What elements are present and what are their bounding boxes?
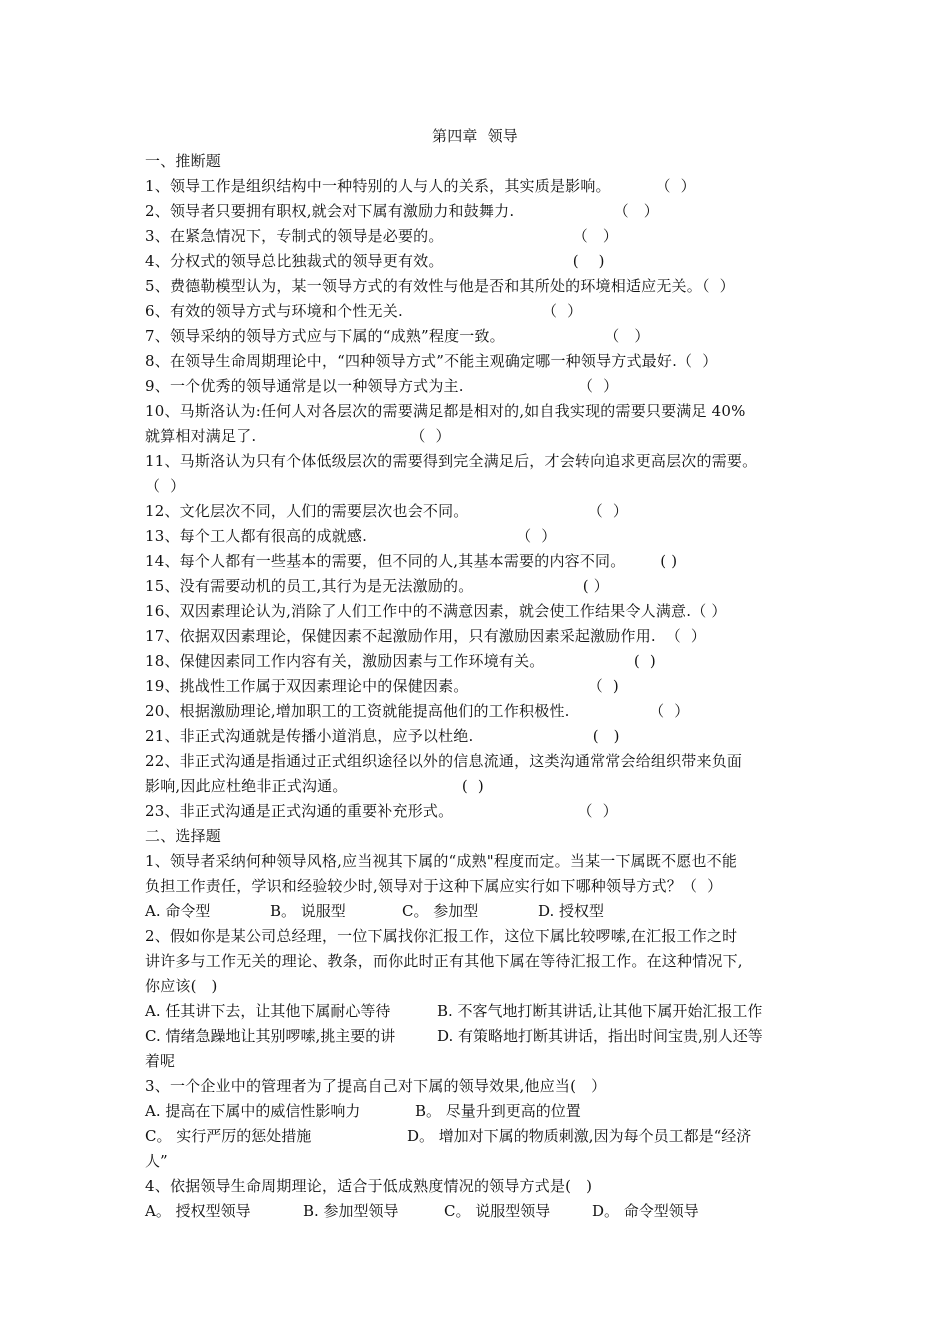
question-15: 15、没有需要动机的员工,其行为是无法激励的。 ( ） bbox=[145, 577, 609, 595]
choice-3-option-b: B。 尽量升到更高的位置 bbox=[415, 1102, 581, 1120]
choice-1-line-1: 1、领导者采纳何种领导风格,应当视其下属的“成熟"程度而定。当某一下属既不愿也不能 bbox=[145, 852, 738, 870]
question-22-line-1: 22、非正式沟通是指通过正式组织途径以外的信息流通，这类沟通常常会给组织带来负面 bbox=[145, 752, 743, 770]
question-18: 18、保健因素同工作内容有关，激励因素与工作环境有关。 ( ) bbox=[145, 652, 656, 670]
choice-4-option-d: D。 命令型领导 bbox=[592, 1202, 699, 1220]
choice-2-line-2: 讲许多与工作无关的理论、教条，而你此时正有其他下属在等待汇报工作。在这种情况下, bbox=[145, 952, 743, 970]
choice-1-option-d: D. 授权型 bbox=[538, 902, 605, 920]
choice-4-option-a: A。 授权型领导 bbox=[145, 1202, 251, 1220]
page-title: 第四章 领导 bbox=[432, 127, 518, 145]
choice-1-option-c: C。 参加型 bbox=[402, 902, 479, 920]
question-21: 21、非正式沟通就是传播小道消息，应予以杜绝. ( ) bbox=[145, 727, 620, 745]
choice-4-option-c: C。 说服型领导 bbox=[444, 1202, 551, 1220]
question-14: 14、每个人都有一些基本的需要，但不同的人,其基本需要的内容不同。 ( ) bbox=[145, 552, 678, 570]
question-10-line-1: 10、马斯洛认为:任何人对各层次的需要满足都是相对的,如自我实现的需要只要满足 40% bbox=[145, 402, 746, 420]
choice-3-line-1: 3、一个企业中的管理者为了提高自己对下属的领导效果,他应当( ） bbox=[145, 1077, 607, 1095]
question-3: 3、在紧急情况下，专制式的领导是必要的。 （ ） bbox=[145, 227, 619, 245]
choice-2-line-1: 2、假如你是某公司总经理，一位下属找你汇报工作，这位下属比较啰嗦,在汇报工作之时 bbox=[145, 927, 738, 945]
choice-4-option-b: B. 参加型领导 bbox=[303, 1202, 399, 1220]
question-22-line-2: 影响,因此应杜绝非正式沟通。 ( ) bbox=[145, 777, 484, 795]
question-1: 1、领导工作是组织结构中一种特别的人与人的关系，其实质是影响。 （ ） bbox=[145, 177, 696, 195]
question-9: 9、一个优秀的领导通常是以一种领导方式为主. （ ） bbox=[145, 377, 619, 395]
choice-2-line-3: 你应该( ) bbox=[145, 977, 218, 995]
question-12: 12、文化层次不同，人们的需要层次也会不同。 （ ） bbox=[145, 502, 629, 520]
question-20: 20、根据激励理论,增加职工的工资就能提高他们的工作积极性. （ ） bbox=[145, 702, 690, 720]
question-16: 16、双因素理论认为,消除了人们工作中的不满意因素，就会使工作结果令人满意.（ ） bbox=[145, 602, 727, 620]
question-2: 2、领导者只要拥有职权,就会对下属有激励力和鼓舞力. （ ） bbox=[145, 202, 659, 220]
choice-2-option-b: B. 不客气地打断其讲话,让其他下属开始汇报工作 bbox=[437, 1002, 763, 1020]
choice-1-option-a: A. 命令型 bbox=[145, 902, 211, 920]
choice-2-option-d: D. 有策略地打断其讲话，指出时间宝贵,别人还等 bbox=[437, 1027, 763, 1045]
question-6: 6、有效的领导方式与环境和个性无关. （ ） bbox=[145, 302, 583, 320]
choice-2-option-d-continued: 着呢 bbox=[145, 1052, 176, 1070]
section-heading-judgment: 一、推断题 bbox=[145, 152, 222, 170]
question-11-line-1: 11、马斯洛认为只有个体低级层次的需要得到完全满足后，才会转向追求更高层次的需要。 bbox=[145, 452, 758, 470]
question-4: 4、分权式的领导总比独裁式的领导更有效。 ( ) bbox=[145, 252, 605, 270]
question-19: 19、挑战性工作属于双因素理论中的保健因素。 （ ) bbox=[145, 677, 619, 695]
choice-4-line-1: 4、依据领导生命周期理论，适合于低成熟度情况的领导方式是( ) bbox=[145, 1177, 593, 1195]
choice-3-option-d: D。 增加对下属的物质刺激,因为每个员工都是“经济 bbox=[407, 1127, 752, 1145]
question-8: 8、在领导生命周期理论中，“四种领导方式”不能主观确定哪一种领导方式最好.（ ） bbox=[145, 352, 718, 370]
section-heading-choice: 二、选择题 bbox=[145, 827, 222, 845]
choice-3-option-d-continued: 人” bbox=[145, 1152, 168, 1170]
question-17: 17、依据双因素理论，保健因素不起激励作用，只有激励因素采起激励作用. （ ） bbox=[145, 627, 707, 645]
question-7: 7、领导采纳的领导方式应与下属的“成熟”程度一致。 （ ） bbox=[145, 327, 650, 345]
choice-2-option-c: C. 情绪急躁地让其别啰嗦,挑主要的讲 bbox=[145, 1027, 396, 1045]
choice-3-option-c: C。 实行严厉的惩处措施 bbox=[145, 1127, 312, 1145]
choice-1-option-b: B。 说服型 bbox=[270, 902, 346, 920]
question-23: 23、非正式沟通是正式沟通的重要补充形式。 （ ） bbox=[145, 802, 618, 820]
question-11-line-2: （ ） bbox=[145, 477, 186, 495]
choice-1-line-2: 负担工作责任，学识和经验较少时,领导对于这种下属应实行如下哪种领导方式？（ ） bbox=[145, 877, 723, 895]
question-5: 5、费德勒模型认为，某一领导方式的有效性与他是否和其所处的环境相适应无关。（ ） bbox=[145, 277, 735, 295]
question-10-line-2: 就算相对满足了. （ ） bbox=[145, 427, 451, 445]
choice-2-option-a: A. 任其讲下去，让其他下属耐心等待 bbox=[145, 1002, 391, 1020]
question-13: 13、每个工人都有很高的成就感. （ ） bbox=[145, 527, 557, 545]
choice-3-option-a: A. 提高在下属中的威信性影响力 bbox=[145, 1102, 361, 1120]
